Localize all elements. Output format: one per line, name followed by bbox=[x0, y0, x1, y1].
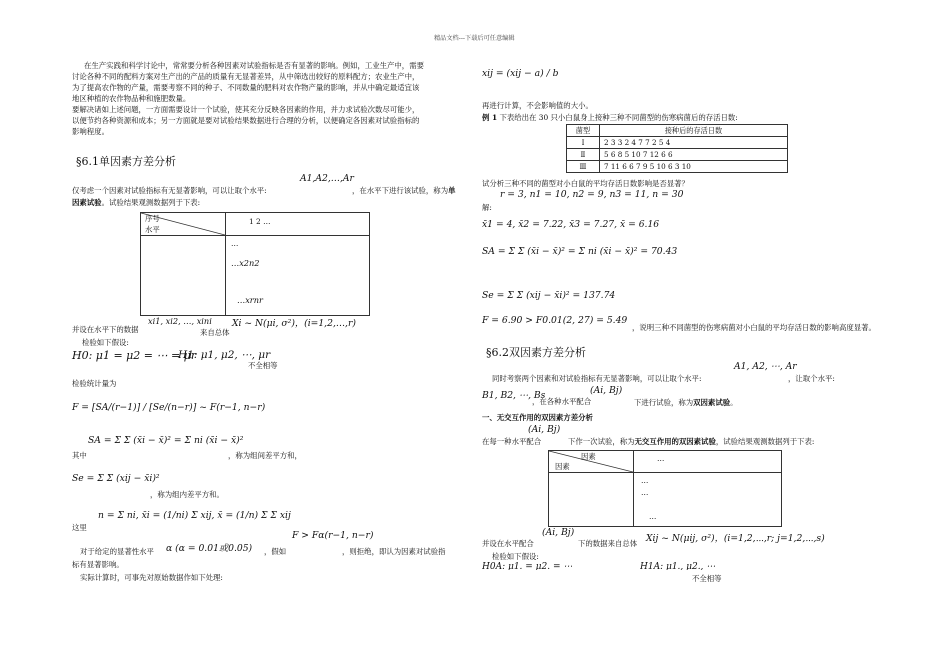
subsection-para-b: 下作一次试验，称为无交互作用的双因素试验，试验结果观测数据列于下表: bbox=[568, 437, 815, 446]
example-intro: 例 1 下表给出在 30 只小白鼠身上接种三种不同菌型的伤寒病菌后的存活日数: bbox=[482, 113, 738, 122]
table-row bbox=[567, 149, 788, 161]
table2-dots: … bbox=[657, 454, 665, 463]
practice-note: 实际计算时，可事先对原始数据作如下处理: bbox=[80, 573, 223, 582]
f-statistic-formula: F = [SA/(r−1)] / [Se/(n−r)] ~ F(r−1, n−r) bbox=[72, 402, 266, 413]
alt-hypothesis-2: H1A: μ1., μ2., ⋯ bbox=[640, 562, 716, 570]
statistic-intro: 检验统计量为 bbox=[72, 379, 117, 388]
table-cell: Ⅰ bbox=[567, 137, 600, 149]
se-value-formula: Se = Σ Σ (xij − x̄i)² = 137.74 bbox=[482, 290, 616, 301]
sa-value-formula: SA = Σ Σ (x̄i − x̄)² = Σ ni (x̄i − x̄)² = 70.43 bbox=[482, 246, 678, 257]
distribution-formula-2: Xij ~ N(μij, σ²)，(i=1,2,⋯,r; j=1,2,⋯,s) bbox=[646, 533, 825, 544]
para3-text-a: 并设在水平下的数据 bbox=[72, 325, 139, 334]
section2-para2-a: ，在各种水平配合 bbox=[532, 397, 592, 406]
se-description: ，称为组内差平方和。 bbox=[150, 490, 224, 499]
table-header-bottom: 水平 bbox=[145, 225, 160, 234]
section2-para2-b: 下进行试验，称为双因素试验。 bbox=[634, 398, 738, 407]
factor-levels-formula: A1,A2,…,Ar bbox=[300, 173, 354, 184]
section2-para1-b: ，让取个水平: bbox=[788, 374, 835, 383]
intro-line: 以便节约各种资源和成本；另一方面就是要对试验结果数据进行合理的分析，以便确定各因素对试验指标的 bbox=[72, 116, 420, 125]
test-intro: 检验如下假设: bbox=[82, 338, 129, 347]
two-factor-table bbox=[548, 450, 782, 527]
alpha-text-c: ，则拒绝，即认为因素对试验指 bbox=[342, 547, 446, 556]
example-question: 试分析三种不同的菌型对小白鼠的平均存活日数影响是否显著？ bbox=[482, 179, 689, 188]
table-header-top: 序号 bbox=[145, 214, 160, 223]
table-cell: 5 6 8 5 10 7 12 6 6 bbox=[600, 149, 788, 161]
null-hypothesis: H0: μ1 = μ2 = ⋯ = μr bbox=[72, 349, 197, 362]
table-cell: 2 3 3 2 4 7 7 2 5 4 bbox=[600, 137, 788, 149]
distribution-formula: Xi ~ N(μi, σ²)，(i=1,2,…,r) bbox=[232, 318, 356, 329]
sample-formula: xi1, xi2, …, xini bbox=[148, 316, 212, 326]
intro-line: 在生产实践和科学讨论中，常常要分析各种因素对试验指标是否有显著的影响。例如，工业生产中，需要 bbox=[84, 61, 424, 70]
table2-dots: … bbox=[649, 512, 657, 521]
se-formula: Se = Σ Σ (xij − x̄i)² bbox=[72, 473, 160, 484]
here-label: 这里 bbox=[72, 523, 87, 532]
section-title-6-2: §6.2双因素方差分析 bbox=[486, 346, 586, 359]
table-cell-xr: …xrnr bbox=[237, 295, 263, 305]
table-header-row bbox=[567, 125, 788, 137]
table2-dots: … bbox=[641, 488, 649, 497]
test2-intro: 检验如下假设: bbox=[492, 552, 539, 561]
table-row bbox=[567, 137, 788, 149]
given-values: r = 3, n1 = 10, n2 = 9, n3 = 11, n = 30 bbox=[500, 189, 684, 200]
alt-hypothesis: H1: μ1, μ2, ⋯, μr bbox=[178, 349, 271, 361]
table2-header-bottom: 因素 bbox=[555, 462, 570, 471]
pair-formula-3: (Ai, Bj) bbox=[542, 527, 575, 538]
alpha-text-d: 标有显著影响。 bbox=[72, 560, 124, 569]
sa-description: ，称为组间差平方和， bbox=[228, 451, 302, 460]
sa-where: 其中 bbox=[72, 451, 87, 460]
intro-line: 为了提高农作物的产量，需要考察不同的种子、不同数量的肥料对农作物产量的影响，并从中确定最适宜该 bbox=[72, 83, 420, 92]
f-value-formula: F = 6.90 > F0.01(2, 27) = 5.49 bbox=[482, 315, 628, 326]
intro-paragraph bbox=[72, 60, 452, 137]
table-row bbox=[567, 161, 788, 173]
section2-para1-a: 同时考察两个因素和对试验指标有无显著影响，可以让取个水平: bbox=[492, 374, 702, 383]
table-dots: … bbox=[231, 239, 239, 248]
subsection-para-a: 在每一种水平配合 bbox=[482, 437, 542, 446]
assume-text-a: 并设在水平配合 bbox=[482, 539, 534, 548]
survival-days-table bbox=[566, 124, 788, 173]
alt-hypothesis-2-tail: 不全相等 bbox=[692, 574, 722, 583]
intro-line: 讨论各种不同的配料方案对生产出的产品的质量有无显著差异，从中筛选出较好的原料配方；农业生产中， bbox=[72, 72, 420, 81]
table-cell: Ⅲ bbox=[567, 161, 600, 173]
intro-line: 要解决诸如上述问题，一方面需要设计一个试验，使其充分反映各因素的作用，并力求试验次数尽可能少， bbox=[72, 105, 420, 114]
pair-formula: (Ai, Bj) bbox=[590, 385, 623, 396]
single-factor-table bbox=[140, 212, 370, 316]
intro-line: 地区种植的农作物品种和施肥数量。 bbox=[72, 94, 191, 103]
assume-text-b: 下的数据来自总体 bbox=[578, 539, 638, 548]
reject-formula: F > Fα(r−1, n−r) bbox=[292, 530, 374, 541]
levels-b-formula: B1, B2, ⋯, Bs bbox=[482, 390, 546, 401]
alpha-formula: α (α = 0.01或0.05) bbox=[166, 543, 253, 554]
alt-hypothesis-tail: 不全相等 bbox=[248, 361, 278, 370]
para2-text: 因素试验。试验结果观测数据列于下表: bbox=[72, 198, 201, 207]
levels-a-formula: A1, A2, ⋯, Ar bbox=[734, 361, 797, 372]
alpha-text-b: ，假如 bbox=[264, 547, 287, 556]
transform-note: 再进行计算，不会影响值的大小。 bbox=[482, 101, 593, 110]
n-mean-formulas: n = Σ ni, x̄i = (1/ni) Σ xij, x̄ = (1/n) Σ Σ xij bbox=[98, 510, 291, 521]
table-column-numbers: 1 2 … bbox=[249, 217, 271, 226]
alpha-text-a: 对于给定的显著性水平 bbox=[80, 547, 154, 556]
subsection-title: 一、无交互作用的双因素方差分析 bbox=[482, 413, 593, 422]
pair-formula-2: (Ai, Bj) bbox=[528, 424, 561, 435]
table2-header-top: 因素 bbox=[581, 452, 596, 461]
null-hypothesis-2: H0A: μ1. = μ2. = ⋯ bbox=[482, 562, 573, 570]
example-conclusion: ，说明三种不同菌型的伤寒病菌对小白鼠的平均存活日数的影响高度显著。 bbox=[632, 323, 876, 332]
page-header: 精品文档---下载后可任意编辑 bbox=[434, 35, 515, 42]
table2-dots: … bbox=[641, 476, 649, 485]
column-header: 接种后的存活日数 bbox=[600, 125, 788, 137]
para1-text-a: 仅考虑一个因素对试验指标有无显著影响，可以让取个水平: bbox=[72, 186, 267, 195]
column-header: 菌型 bbox=[567, 125, 600, 137]
table-cell: Ⅱ bbox=[567, 149, 600, 161]
transform-formula: xij = (xij − a) / b bbox=[482, 68, 559, 79]
table-cell: 7 11 6 6 7 9 5 10 6 3 10 bbox=[600, 161, 788, 173]
solution-label: 解: bbox=[482, 203, 492, 212]
table-cell-x2: …x2n2 bbox=[231, 258, 260, 268]
section-title-6-1: §6.1单因素方差分析 bbox=[76, 155, 176, 168]
para3-text-b: 来自总体 bbox=[200, 328, 230, 337]
group-means: x̄1 = 4, x̄2 = 7.22, x̄3 = 7.27, x̄ = 6.16 bbox=[482, 219, 660, 230]
para1-text-b: ，在水平下进行该试验，称为单 bbox=[352, 186, 456, 195]
intro-line: 影响程度。 bbox=[72, 127, 109, 136]
sa-formula: SA = Σ Σ (x̄i − x̄)² = Σ ni (x̄i − x̄)² bbox=[88, 435, 244, 446]
